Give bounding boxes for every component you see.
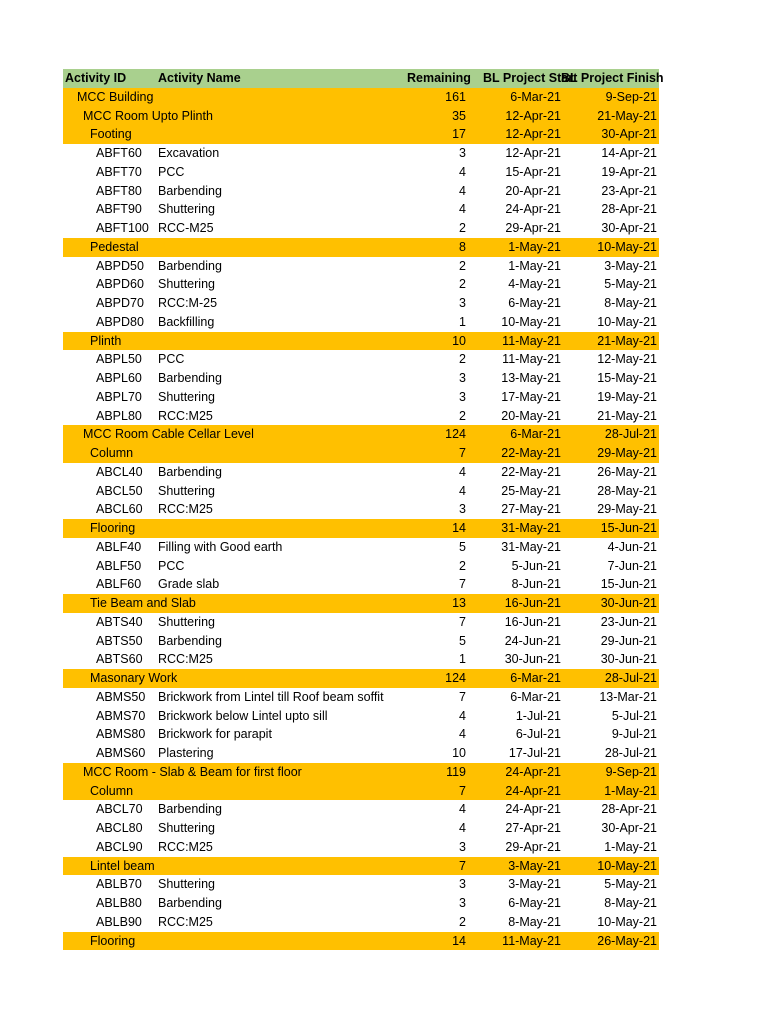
activity-id: ABMS60 bbox=[96, 746, 146, 760]
remaining-duration: 3 bbox=[459, 371, 466, 385]
activity-id: ABFT70 bbox=[96, 164, 142, 179]
remaining-duration: 4 bbox=[459, 727, 466, 742]
activity-id: ABPL50 bbox=[96, 352, 142, 367]
bl-finish-date: 28-May-21 bbox=[597, 483, 657, 498]
group-row bbox=[63, 332, 659, 351]
bl-finish-date: 23-Jun-21 bbox=[600, 614, 657, 629]
bl-start-date: 5-Jun-21 bbox=[511, 558, 561, 573]
remaining-duration: 124 bbox=[445, 427, 466, 442]
bl-start-date: 24-Apr-21 bbox=[505, 202, 561, 217]
task-row bbox=[63, 369, 659, 388]
bl-start-date: 6-Jul-21 bbox=[515, 727, 561, 742]
bl-finish-date: 26-May-21 bbox=[597, 933, 657, 948]
activity-id: ABCL80 bbox=[96, 821, 143, 835]
bl-start-date: 4-May-21 bbox=[508, 277, 561, 292]
bl-start-date: 6-Mar-21 bbox=[510, 427, 561, 442]
remaining-duration: 4 bbox=[459, 821, 466, 835]
remaining-duration: 10 bbox=[452, 746, 466, 760]
bl-finish-date: 14-Apr-21 bbox=[601, 146, 657, 160]
activity-id: ABLB70 bbox=[96, 877, 142, 892]
wbs-name: Column bbox=[90, 446, 134, 460]
activity-id: ABMS50 bbox=[96, 689, 146, 704]
bl-finish-date: 15-Jun-21 bbox=[600, 521, 657, 535]
remaining-duration: 161 bbox=[445, 89, 466, 104]
remaining-duration: 7 bbox=[459, 783, 466, 798]
activity-id: ABLF40 bbox=[96, 539, 142, 554]
wbs-name: Footing bbox=[90, 127, 132, 142]
remaining-duration: 4 bbox=[459, 183, 466, 198]
bl-start-date: 12-Apr-21 bbox=[505, 108, 561, 123]
bl-start-date: 8-May-21 bbox=[508, 914, 561, 929]
activity-name: Excavation bbox=[158, 146, 220, 160]
bl-finish-date: 29-Jun-21 bbox=[600, 633, 657, 648]
activity-id: ABLB80 bbox=[96, 896, 142, 910]
remaining-duration: 3 bbox=[459, 296, 466, 310]
bl-finish-date: 1-May-21 bbox=[604, 839, 657, 854]
column-header-activity-name: Activity Name bbox=[158, 71, 241, 85]
remaining-duration: 7 bbox=[459, 577, 466, 592]
activity-name: RCC:M25 bbox=[158, 408, 213, 423]
group-row bbox=[63, 107, 659, 126]
remaining-duration: 1 bbox=[459, 652, 466, 667]
activity-name: Shuttering bbox=[158, 389, 215, 404]
bl-start-date: 1-May-21 bbox=[508, 258, 561, 273]
remaining-duration: 119 bbox=[446, 764, 466, 779]
bl-finish-date: 28-Jul-21 bbox=[604, 671, 657, 685]
bl-finish-date: 28-Jul-21 bbox=[604, 746, 657, 760]
task-row bbox=[63, 219, 659, 238]
activity-name: Shuttering bbox=[158, 202, 215, 217]
remaining-duration: 1 bbox=[459, 314, 466, 329]
bl-finish-date: 9-Jul-21 bbox=[611, 727, 657, 742]
bl-start-date: 25-May-21 bbox=[501, 483, 561, 498]
activity-id: ABCL50 bbox=[96, 483, 143, 498]
task-row bbox=[63, 313, 659, 332]
bl-start-date: 6-May-21 bbox=[508, 296, 561, 310]
bl-finish-date: 28-Apr-21 bbox=[601, 202, 657, 217]
bl-start-date: 31-May-21 bbox=[501, 521, 561, 535]
task-row bbox=[63, 275, 659, 294]
group-row bbox=[63, 782, 659, 801]
bl-finish-date: 21-May-21 bbox=[597, 333, 657, 348]
task-row bbox=[63, 632, 659, 651]
bl-finish-date: 15-May-21 bbox=[597, 371, 657, 385]
column-header-bl-project-finish: BL Project Finish bbox=[561, 71, 664, 85]
remaining-duration: 3 bbox=[459, 389, 466, 404]
bl-finish-date: 28-Apr-21 bbox=[601, 802, 657, 817]
bl-start-date: 24-Apr-21 bbox=[505, 783, 561, 798]
activity-id: ABCL60 bbox=[96, 502, 143, 517]
bl-finish-date: 21-May-21 bbox=[597, 408, 657, 423]
wbs-name: Flooring bbox=[90, 933, 136, 948]
bl-finish-date: 3-May-21 bbox=[604, 258, 657, 273]
bl-finish-date: 30-Jun-21 bbox=[600, 652, 657, 667]
remaining-duration: 8 bbox=[459, 239, 466, 254]
bl-finish-date: 7-Jun-21 bbox=[607, 558, 657, 573]
bl-start-date: 15-Apr-21 bbox=[505, 164, 561, 179]
group-row bbox=[63, 425, 659, 444]
group-row bbox=[63, 444, 659, 463]
wbs-name: Flooring bbox=[90, 521, 136, 535]
wbs-name: Tie Beam and Slab bbox=[90, 596, 196, 610]
activity-name: RCC:M-25 bbox=[158, 296, 218, 310]
remaining-duration: 2 bbox=[459, 914, 466, 929]
task-row bbox=[63, 688, 659, 707]
bl-start-date: 30-Jun-21 bbox=[504, 652, 561, 667]
remaining-duration: 3 bbox=[459, 877, 466, 892]
group-row bbox=[63, 763, 659, 782]
bl-start-date: 22-May-21 bbox=[501, 446, 561, 460]
remaining-duration: 3 bbox=[459, 146, 466, 160]
bl-start-date: 10-May-21 bbox=[501, 314, 561, 329]
task-row bbox=[63, 163, 659, 182]
activity-name: PCC bbox=[158, 164, 185, 179]
bl-finish-date: 15-Jun-21 bbox=[600, 577, 657, 592]
bl-finish-date: 9-Sep-21 bbox=[605, 89, 657, 104]
group-row bbox=[63, 857, 659, 876]
bl-finish-date: 10-May-21 bbox=[597, 239, 657, 254]
bl-start-date: 16-Jun-21 bbox=[504, 614, 561, 629]
activity-id: ABFT90 bbox=[96, 202, 142, 217]
activity-name: Filling with Good earth bbox=[158, 539, 283, 554]
activity-id: ABLB90 bbox=[96, 914, 142, 929]
activity-id: ABCL90 bbox=[96, 839, 143, 854]
remaining-duration: 5 bbox=[459, 539, 466, 554]
activity-name: Shuttering bbox=[158, 483, 215, 498]
bl-finish-date: 10-May-21 bbox=[597, 914, 657, 929]
remaining-duration: 4 bbox=[459, 164, 466, 179]
activity-name: RCC:M25 bbox=[158, 914, 213, 929]
column-header-activity-id: Activity ID bbox=[65, 71, 127, 85]
group-row bbox=[63, 125, 659, 144]
group-row bbox=[63, 932, 659, 951]
activity-name: Shuttering bbox=[158, 614, 215, 629]
bl-start-date: 24-Apr-21 bbox=[505, 764, 561, 779]
bl-finish-date: 21-May-21 bbox=[597, 108, 657, 123]
activity-name: Shuttering bbox=[158, 277, 215, 292]
bl-finish-date: 30-Apr-21 bbox=[601, 221, 657, 235]
remaining-duration: 7 bbox=[459, 858, 466, 873]
activity-id: ABMS70 bbox=[96, 708, 146, 723]
remaining-duration: 14 bbox=[452, 521, 466, 535]
task-row bbox=[63, 407, 659, 426]
bl-finish-date: 29-May-21 bbox=[597, 502, 657, 517]
bl-start-date: 3-May-21 bbox=[508, 858, 561, 873]
remaining-duration: 7 bbox=[459, 446, 466, 460]
task-row bbox=[63, 650, 659, 669]
bl-start-date: 6-Mar-21 bbox=[510, 89, 561, 104]
activity-id: ABLF60 bbox=[96, 577, 142, 592]
bl-start-date: 24-Apr-21 bbox=[505, 802, 561, 817]
bl-start-date: 17-Jul-21 bbox=[508, 746, 561, 760]
remaining-duration: 124 bbox=[445, 671, 466, 685]
activity-id: ABPL80 bbox=[96, 408, 142, 423]
wbs-name: Masonary Work bbox=[90, 671, 178, 685]
task-row bbox=[63, 613, 659, 632]
activity-name: PCC bbox=[158, 352, 185, 367]
activity-name: Grade slab bbox=[158, 577, 220, 592]
bl-start-date: 24-Jun-21 bbox=[504, 633, 561, 648]
bl-finish-date: 10-May-21 bbox=[597, 858, 657, 873]
task-row bbox=[63, 838, 659, 857]
remaining-duration: 4 bbox=[459, 802, 466, 817]
bl-start-date: 29-Apr-21 bbox=[505, 839, 561, 854]
activity-id: ABFT80 bbox=[96, 183, 142, 198]
remaining-duration: 2 bbox=[459, 408, 466, 423]
bl-finish-date: 23-Apr-21 bbox=[601, 183, 657, 198]
activity-name: Barbending bbox=[158, 183, 222, 198]
task-row bbox=[63, 500, 659, 519]
task-row bbox=[63, 538, 659, 557]
activity-id: ABPL60 bbox=[96, 371, 142, 385]
group-row bbox=[63, 594, 659, 613]
remaining-duration: 2 bbox=[459, 221, 466, 235]
remaining-duration: 2 bbox=[459, 558, 466, 573]
activity-id: ABLF50 bbox=[96, 558, 142, 573]
bl-start-date: 8-Jun-21 bbox=[511, 577, 561, 592]
activity-name: Brickwork from Lintel till Roof beam soffit bbox=[158, 689, 384, 704]
task-row bbox=[63, 463, 659, 482]
bl-start-date: 31-May-21 bbox=[501, 539, 561, 554]
bl-finish-date: 30-Jun-21 bbox=[600, 596, 657, 610]
task-row bbox=[63, 819, 659, 838]
remaining-duration: 2 bbox=[459, 277, 466, 292]
activity-name: Barbending bbox=[158, 464, 222, 479]
activity-id: ABMS80 bbox=[96, 727, 146, 742]
bl-finish-date: 19-Apr-21 bbox=[601, 164, 657, 179]
activity-id: ABFT60 bbox=[96, 146, 142, 160]
remaining-duration: 4 bbox=[459, 202, 466, 217]
activity-name: Barbending bbox=[158, 633, 222, 648]
task-row bbox=[63, 200, 659, 219]
bl-start-date: 12-Apr-21 bbox=[505, 127, 561, 142]
bl-finish-date: 5-Jul-21 bbox=[611, 708, 657, 723]
activity-name: PCC bbox=[158, 558, 185, 573]
task-row bbox=[63, 482, 659, 501]
remaining-duration: 3 bbox=[459, 896, 466, 910]
bl-start-date: 13-May-21 bbox=[501, 371, 561, 385]
bl-finish-date: 26-May-21 bbox=[597, 464, 657, 479]
activity-name: Barbending bbox=[158, 896, 222, 910]
bl-finish-date: 28-Jul-21 bbox=[604, 427, 657, 442]
bl-finish-date: 30-Apr-21 bbox=[601, 821, 657, 835]
bl-start-date: 6-May-21 bbox=[508, 896, 561, 910]
activity-name: Barbending bbox=[158, 371, 222, 385]
activity-id: ABTS50 bbox=[96, 633, 143, 648]
wbs-name: Column bbox=[90, 783, 134, 798]
remaining-duration: 7 bbox=[459, 614, 466, 629]
task-row bbox=[63, 725, 659, 744]
activity-id: ABPD80 bbox=[96, 314, 144, 329]
group-row bbox=[63, 88, 659, 107]
bl-finish-date: 1-May-21 bbox=[604, 783, 657, 798]
wbs-name: MCC Room - Slab & Beam for first floor bbox=[83, 764, 302, 779]
remaining-duration: 5 bbox=[459, 633, 466, 648]
activity-name: Shuttering bbox=[158, 877, 215, 892]
remaining-duration: 7 bbox=[459, 689, 466, 704]
activity-id: ABTS40 bbox=[96, 614, 143, 629]
remaining-duration: 17 bbox=[452, 127, 466, 142]
task-row bbox=[63, 875, 659, 894]
task-row bbox=[63, 388, 659, 407]
remaining-duration: 4 bbox=[459, 708, 466, 723]
column-header-bl-project-start: BL Project Start bbox=[483, 71, 578, 85]
task-row bbox=[63, 144, 659, 163]
bl-finish-date: 8-May-21 bbox=[604, 896, 657, 910]
task-row bbox=[63, 350, 659, 369]
activity-id: ABTS60 bbox=[96, 652, 143, 667]
activity-name: RCC:M25 bbox=[158, 502, 213, 517]
bl-start-date: 27-Apr-21 bbox=[505, 821, 561, 835]
bl-start-date: 6-Mar-21 bbox=[510, 689, 561, 704]
bl-finish-date: 12-May-21 bbox=[597, 352, 657, 367]
bl-start-date: 3-May-21 bbox=[508, 877, 561, 892]
activity-id: ABFT100 bbox=[96, 221, 149, 235]
bl-start-date: 1-Jul-21 bbox=[515, 708, 561, 723]
activity-name: RCC-M25 bbox=[158, 221, 214, 235]
task-row bbox=[63, 182, 659, 201]
activity-name: Brickwork for parapit bbox=[158, 727, 272, 742]
task-row bbox=[63, 707, 659, 726]
task-row bbox=[63, 557, 659, 576]
activity-id: ABCL40 bbox=[96, 464, 143, 479]
column-header-remaining: Remaining bbox=[407, 71, 471, 85]
task-row bbox=[63, 894, 659, 913]
bl-finish-date: 5-May-21 bbox=[604, 877, 657, 892]
activity-name: Backfilling bbox=[158, 314, 215, 329]
activity-name: RCC:M25 bbox=[158, 839, 213, 854]
task-row bbox=[63, 575, 659, 594]
task-row bbox=[63, 294, 659, 313]
group-row bbox=[63, 669, 659, 688]
remaining-duration: 13 bbox=[452, 596, 466, 610]
bl-start-date: 11-May-21 bbox=[502, 933, 561, 948]
activity-id: ABPD70 bbox=[96, 296, 144, 310]
activity-name: Barbending bbox=[158, 258, 222, 273]
bl-start-date: 17-May-21 bbox=[501, 389, 561, 404]
bl-start-date: 6-Mar-21 bbox=[510, 671, 561, 685]
wbs-name: MCC Building bbox=[77, 89, 154, 104]
activity-table bbox=[63, 69, 664, 950]
bl-finish-date: 4-Jun-21 bbox=[607, 539, 657, 554]
bl-start-date: 11-May-21 bbox=[502, 352, 561, 367]
wbs-name: Plinth bbox=[90, 333, 122, 348]
bl-finish-date: 30-Apr-21 bbox=[601, 127, 657, 142]
wbs-name: MCC Room Cable Cellar Level bbox=[83, 427, 254, 442]
wbs-name: MCC Room Upto Plinth bbox=[83, 108, 213, 123]
activity-id: ABCL70 bbox=[96, 802, 143, 817]
remaining-duration: 14 bbox=[452, 933, 466, 948]
task-row bbox=[63, 913, 659, 932]
bl-start-date: 16-Jun-21 bbox=[504, 596, 561, 610]
bl-finish-date: 13-Mar-21 bbox=[599, 689, 657, 704]
bl-start-date: 1-May-21 bbox=[508, 239, 561, 254]
activity-name: Barbending bbox=[158, 802, 222, 817]
table-header-row bbox=[63, 69, 664, 88]
remaining-duration: 3 bbox=[459, 502, 466, 517]
bl-finish-date: 9-Sep-21 bbox=[605, 764, 657, 779]
activity-name: Brickwork below Lintel upto sill bbox=[158, 708, 328, 723]
table-body bbox=[63, 88, 659, 951]
task-row bbox=[63, 744, 659, 763]
bl-start-date: 22-May-21 bbox=[501, 464, 561, 479]
task-row bbox=[63, 800, 659, 819]
group-row bbox=[63, 238, 659, 257]
remaining-duration: 2 bbox=[459, 352, 466, 367]
bl-start-date: 20-Apr-21 bbox=[505, 183, 561, 198]
bl-start-date: 20-May-21 bbox=[501, 408, 561, 423]
activity-name: RCC:M25 bbox=[158, 652, 213, 667]
remaining-duration: 3 bbox=[459, 839, 466, 854]
remaining-duration: 4 bbox=[459, 464, 466, 479]
remaining-duration: 2 bbox=[459, 258, 466, 273]
activity-id: ABPL70 bbox=[96, 389, 142, 404]
remaining-duration: 10 bbox=[452, 333, 466, 348]
bl-finish-date: 8-May-21 bbox=[604, 296, 657, 310]
bl-start-date: 27-May-21 bbox=[501, 502, 561, 517]
bl-start-date: 29-Apr-21 bbox=[505, 221, 561, 235]
group-row bbox=[63, 519, 659, 538]
remaining-duration: 4 bbox=[459, 483, 466, 498]
remaining-duration: 35 bbox=[452, 108, 466, 123]
wbs-name: Lintel beam bbox=[90, 858, 155, 873]
activity-name: Plastering bbox=[158, 746, 214, 760]
activity-id: ABPD60 bbox=[96, 277, 144, 292]
activity-id: ABPD50 bbox=[96, 258, 144, 273]
bl-start-date: 12-Apr-21 bbox=[505, 146, 561, 160]
task-row bbox=[63, 257, 659, 276]
bl-finish-date: 29-May-21 bbox=[597, 446, 657, 460]
bl-finish-date: 19-May-21 bbox=[597, 389, 657, 404]
bl-finish-date: 10-May-21 bbox=[597, 314, 657, 329]
wbs-name: Pedestal bbox=[90, 239, 139, 254]
activity-name: Shuttering bbox=[158, 821, 215, 835]
bl-start-date: 11-May-21 bbox=[502, 333, 561, 348]
bl-finish-date: 5-May-21 bbox=[604, 277, 657, 292]
